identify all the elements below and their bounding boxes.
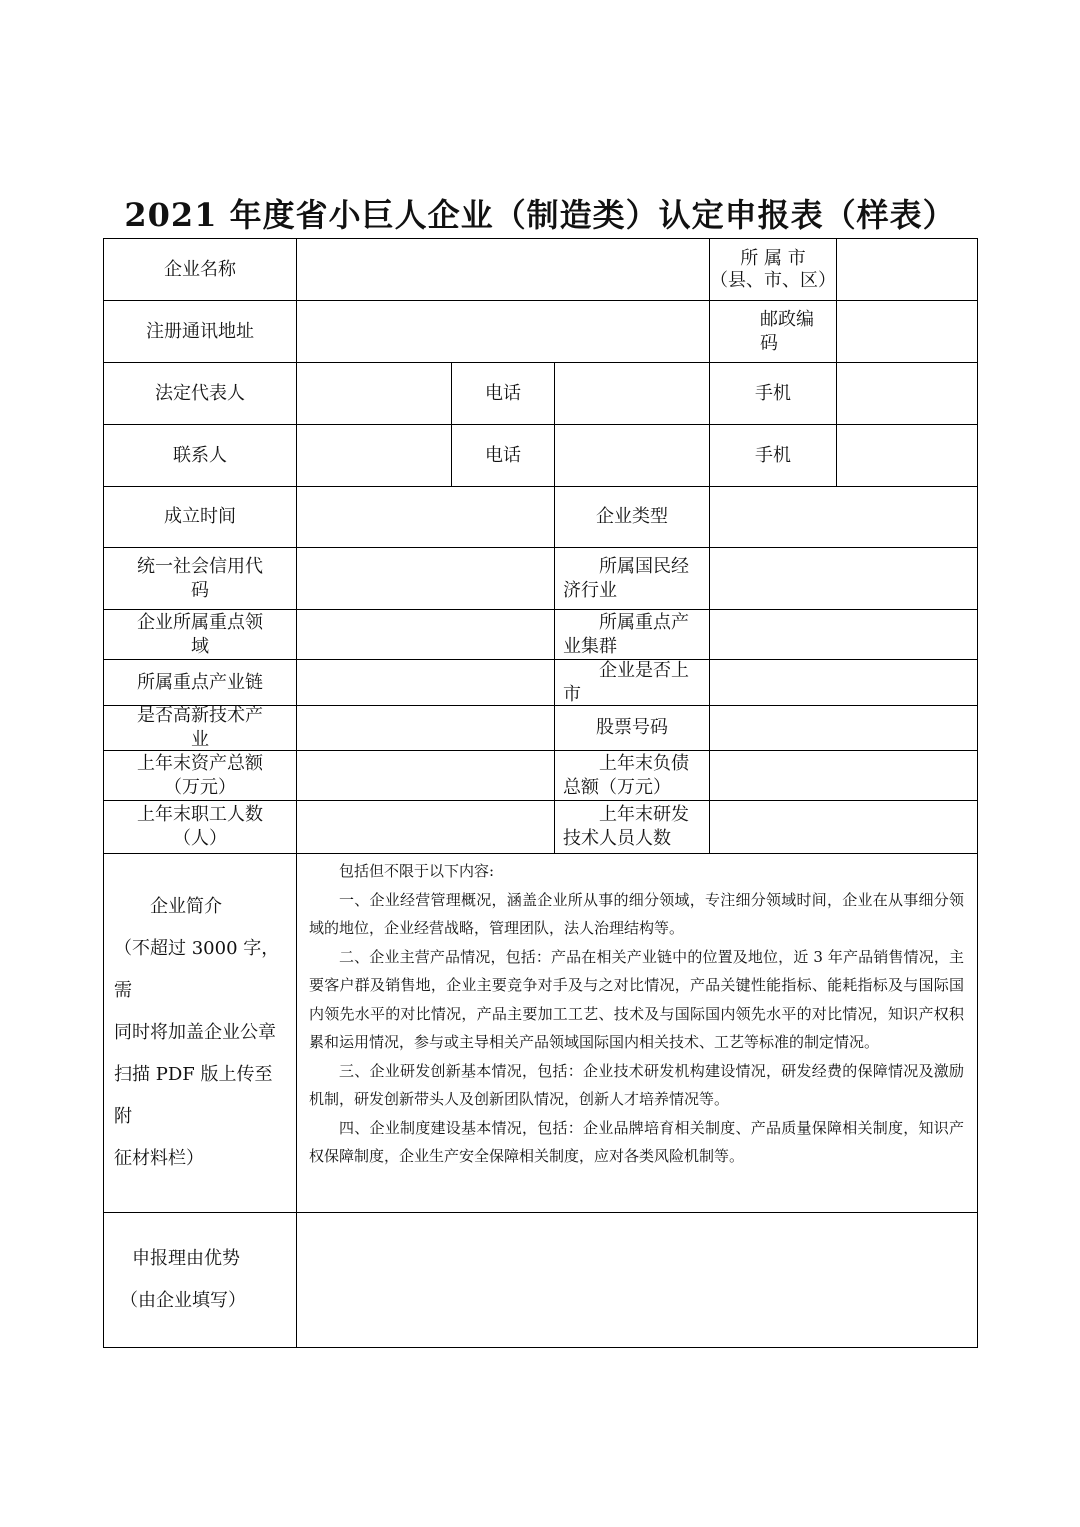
label-debt [563,751,709,800]
label-assets [104,751,296,800]
legal-rep-mobile-input[interactable] [837,363,977,424]
label-staff-l1: 上年末职工人数 [137,804,263,825]
intro-label-note-3: 扫描 PDF 版上传至附 [114,1064,273,1127]
label-credit-code [104,548,296,609]
label-mobile: 手机 [755,382,791,404]
label-hightech [104,706,296,750]
label-postal-code [760,301,836,362]
label-industry-l2: 济行业 [563,579,617,601]
stock-code-input[interactable] [710,706,977,750]
intro-lead: 包括但不限于以下内容: [339,862,495,880]
label-cluster-l2: 业集群 [563,635,617,657]
legal-rep-input[interactable] [297,363,451,424]
label-reason [104,1213,296,1347]
legal-rep-phone-input[interactable] [555,363,709,424]
rd-staff-input[interactable] [710,801,977,853]
label-key-field-l2: 域 [191,635,209,657]
label-phone: 电话 [485,444,521,466]
contact-mobile-input[interactable] [837,425,977,486]
assets-input[interactable] [297,751,554,800]
label-company-type: 企业类型 [596,506,668,527]
label-key-field-l1: 企业所属重点领 [137,611,263,633]
intro-label-note-2: 同时将加盖企业公章 [114,1022,276,1043]
intro-paragraph-4: 四、企业制度建设基本情况，包括：企业品牌培育相关制度、产品质量保障相关制度，知识产权保障制度，企业生产安全保障相关制度，应对各类风险机制等。 [309,1118,964,1165]
reason-label-note: （由企业填写） [120,1290,246,1311]
intro-paragraph-1: 一、企业经营管理概况，涵盖企业所从事的细分领域，专注细分领域时间，企业在从事细分领域的地位，企业经营战略，管理团队，法人治理结构等。 [309,890,964,937]
cluster-input[interactable] [710,610,977,659]
label-contact: 联系人 [173,444,227,466]
key-field-input[interactable] [297,610,554,659]
label-staff-l2: （人） [173,828,227,849]
founded-input[interactable] [297,487,554,547]
label-company-name: 企业名称 [164,258,236,280]
label-listed-l1: 企业是否上 [599,659,689,681]
city-input[interactable] [837,239,977,300]
label-postal-line1: 邮政编 [760,308,814,330]
intro-content[interactable] [309,857,964,1171]
application-form [103,238,978,1348]
contact-phone-input[interactable] [555,425,709,486]
label-city-line2: （县、市、区） [710,269,836,291]
label-debt-l1: 上年末负债 [599,752,689,774]
address-input[interactable] [297,301,709,362]
label-stock-code: 股票号码 [596,717,668,738]
company-type-input[interactable] [710,487,977,547]
label-rd-l1: 上年末研发 [599,804,689,825]
label-chain: 所属重点产业链 [137,671,263,693]
label-rd-staff [563,801,709,853]
page-title: 2021 年度省小巨人企业（制造类）认定申报表（样表） [124,196,956,234]
reason-label-title: 申报理由优势 [132,1248,240,1269]
staff-input[interactable] [297,801,554,853]
label-listed-l2: 市 [563,683,581,705]
intro-paragraph-3: 三、企业研发创新基本情况，包括：企业技术研发机构建设情况，研发经费的保障情况及激励机制，研发创新带头人及创新团队情况，创新人才培养情况等。 [309,1061,964,1108]
label-industry-l1: 所属国民经 [599,555,689,577]
label-hightech-l1: 是否高新技术产 [137,705,263,726]
credit-code-input[interactable] [297,548,554,609]
label-cluster-l1: 所属重点产 [599,611,689,633]
label-listed [563,660,709,705]
debt-input[interactable] [710,751,977,800]
intro-label-note-4: 征材料栏） [114,1148,204,1169]
label-key-field [104,610,296,659]
intro-label-title: 企业简介 [150,896,222,917]
chain-input[interactable] [297,660,554,705]
listed-input[interactable] [710,660,977,705]
contact-input[interactable] [297,425,451,486]
label-postal-line2: 码 [760,332,778,354]
label-assets-l2: （万元） [164,776,236,798]
intro-label-note-1: （不超过 3000 字，需 [114,938,280,1001]
label-staff [104,801,296,853]
industry-input[interactable] [710,548,977,609]
intro-label-block [104,886,296,1180]
label-rd-l2: 技术人员人数 [563,828,671,849]
label-phone: 电话 [485,382,521,404]
label-address: 注册通讯地址 [146,320,254,342]
label-legal-rep: 法定代表人 [155,382,245,404]
intro-paragraph-2: 二、企业主营产品情况，包括：产品在相关产业链中的位置及地位，近 3 年产品销售情况，主要客户群及销售地，企业主要竞争对手及与之对比情况，产品关键性能指标、能耗指标及与国际国内领先水平的对比情况，产品主要加工工艺、技术及与国际国内领先水平的对比情况，知识产权积累和运用情况，参与或主导相关产品领域国际国内相关技术、工艺等标准的制定情况。 [309,947,964,1051]
label-credit-code-l2: 码 [191,579,209,601]
label-assets-l1: 上年末资产总额 [137,752,263,774]
label-mobile: 手机 [755,444,791,466]
label-intro [104,854,296,1212]
label-debt-l2: 总额（万元） [563,776,671,798]
reason-input[interactable] [297,1213,977,1347]
label-cluster [563,610,709,659]
label-credit-code-l1: 统一社会信用代 [137,555,263,577]
company-name-input[interactable] [297,239,709,300]
label-city [710,239,836,300]
hightech-input[interactable] [297,706,554,750]
reason-label-block [104,1238,246,1322]
postal-code-input[interactable] [837,301,977,362]
label-city-line1: 所 属 市 [740,247,806,269]
label-hightech-l2: 业 [191,729,209,750]
label-industry [563,548,709,609]
label-founded: 成立时间 [164,506,236,527]
